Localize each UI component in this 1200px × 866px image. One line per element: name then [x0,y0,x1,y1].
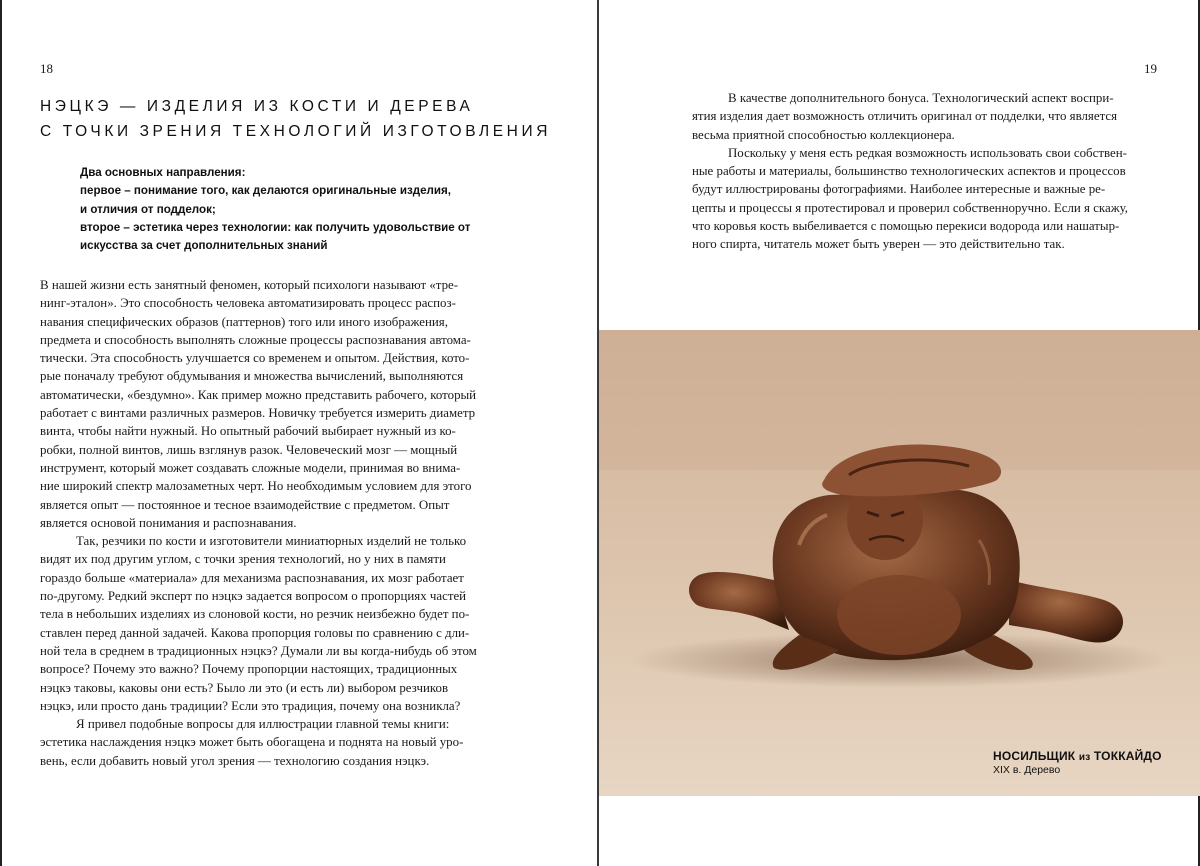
right-page [599,0,1200,866]
text-line: по-другому. Редкий эксперт по нэцкэ задается вопросом о пропорциях частей [40,589,467,604]
text-line: нэцкэ, или просто дань традиции? Если это традиция, почему она возникла? [40,698,461,713]
caption-subtitle: XIX в. Дерево [993,764,1061,776]
netsuke-illustration [599,330,1200,796]
text-line: что коровья кость выбеливается с помощью перекиси водорода или нашатыр- [692,219,1120,234]
text-line: нэцкэ таковы, каковы они есть? Было ли это (и есть ли) выбором резчиков [40,680,449,695]
text-line: весьма приятной способностью коллекционера. [692,127,955,142]
text-line: винта, чтобы найти нужный. Но опытный рабочий выбирает нужный из ко- [40,424,456,439]
text-line: является основой понимания и распознавания. [40,515,297,530]
text-line: Я привел подобные вопросы для иллюстрации главной темы книги: [76,717,450,732]
text-line: вень, если добавить новый угол зрения — технологию создания нэцкэ. [40,753,430,768]
lead-line: второе – эстетика через технологии: как получить удовольствие от [80,220,471,234]
text-line: эстетика наслаждения нэцкэ может быть обогащена и поднята на новый уро- [40,735,464,750]
lead-line: Два основных направления: [80,166,246,179]
text-line: тела в небольших изделиях из слоновой кости, но резчик неизбежно будет по- [40,607,470,622]
caption-title [993,749,1162,763]
lead-line: первое – понимание того, как делаются оригинальные изделия, [80,184,452,198]
chapter-title-line-2: С ТОЧКИ ЗРЕНИЯ ТЕХНОЛОГИЙ ИЗГОТОВЛЕНИЯ [40,123,552,140]
text-line: робки, полной винтов, лишь взглянув разок. Человеческий мозг — мощный [40,442,458,457]
photo-caption [993,749,1162,776]
text-line: предмета и способность выполнять сложные процессы распознавания автома- [40,332,471,347]
text-line: ного спирта, читатель может быть уверен — это действительно так. [692,237,1065,252]
text-line: навания специфических образов (паттернов) того или иного изображения, [40,314,448,329]
chapter-title-line-1: НЭЦКЭ — ИЗДЕЛИЯ ИЗ КОСТИ И ДЕРЕВА [40,98,474,115]
text-line: является опыт — постоянное и тесное взаимодействие с предметом. Опыт [40,497,450,512]
left-page [0,0,598,866]
caption-title-small: из [1078,752,1091,763]
text-line: будут иллюстрированы фотографиями. Наиболее интересные и важные ре- [692,182,1106,197]
text-line: В нашей жизни есть занятный феномен, который психологи называют «тре- [40,278,459,292]
text-line: В качестве дополнительного бонуса. Технологический аспект воспри- [728,91,1114,105]
page-edge-left [0,0,2,866]
belly [837,575,961,655]
text-line: ставлен перед данной задачей. Какова пропорция головы по сравнению с дли- [40,625,470,640]
text-line: автоматически, «бездумно». Как пример можно представить рабочего, который [40,387,477,402]
text-line: Поскольку у меня есть редкая возможность использовать свои собствен- [728,145,1127,160]
body-text-left [40,276,477,770]
lead-paragraph [80,164,520,255]
text-line: рые поначалу требуют обдумывания и множества вычислений, выполняются [40,369,464,384]
text-line: ние широкий спектр малозаметных черт. Но необходимым условием для этого [40,479,472,494]
page-number-left: 18 [40,61,53,76]
lead-line: и отличия от подделок; [80,202,216,216]
lead-line: искусства за счет дополнительных знаний [80,239,328,253]
chapter-title [40,94,551,144]
text-line: цепты и процессы я протестировал и проверил собственноручно. Если я скажу, [692,200,1128,215]
text-line: гораздо больше «материала» для механизма распознавания, их мозг работает [40,570,464,585]
text-line: видят их под другим углом, с точки зрения технологий, но у них в памяти [40,552,446,567]
text-line: работает с винтами различных размеров. Новичку требуется измерить диаметр [40,406,476,421]
netsuke-photo [599,330,1200,796]
text-line: нинг-эталон». Это способность человека автоматизировать процесс распоз- [40,296,456,311]
text-line: ятия изделия дает возможность отличить оригинал от подделки, что является [692,109,1118,124]
text-line: ной тела в среднем в традиционных нэцкэ? Думали ли вы когда-нибудь об этом [40,643,477,658]
text-line: инструмент, который может создавать сложные модели, принимая во внима- [40,460,461,475]
caption-title-part: НОСИЛЬЩИК [993,749,1079,763]
page-number-right: 19 [1144,61,1157,76]
text-line: ные работы и материалы, большинство технологических аспектов и процессов [692,164,1126,179]
text-line: тически. Эта способность улучшается со временем и опытом. Действия, кото- [40,351,470,366]
body-text-right [692,89,1128,254]
text-line: вопросе? Почему это важно? Почему пропорции настоящих, традиционных [40,662,458,677]
caption-title-part: ТОККАЙДО [1090,749,1162,763]
text-line: Так, резчики по кости и изготовители миниатюрных изделий не только [76,534,467,549]
